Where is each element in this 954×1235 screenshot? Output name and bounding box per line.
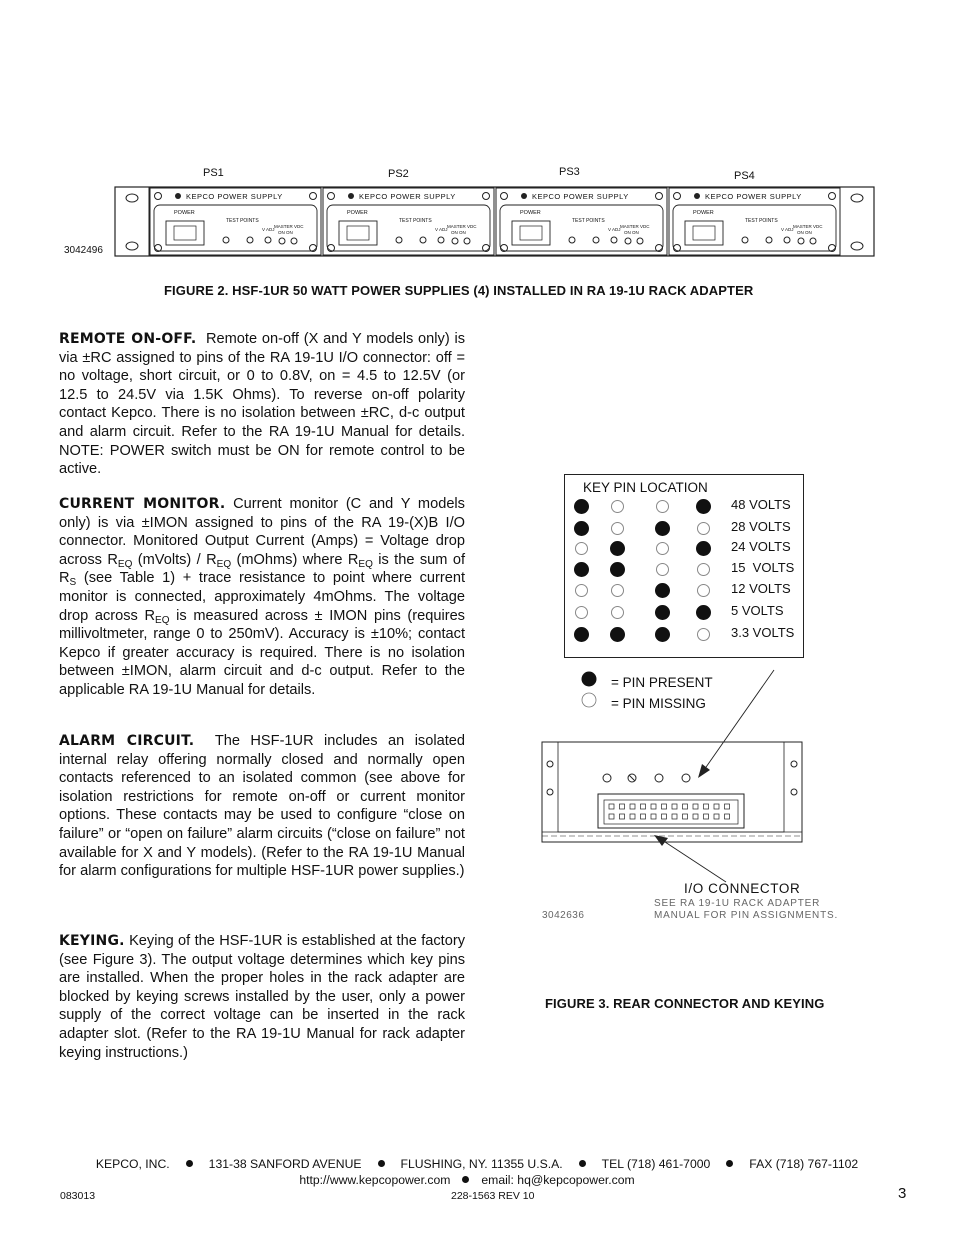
power-switch	[166, 221, 204, 245]
module-vadj-label: V ADJ	[262, 227, 275, 232]
pin-present-icon	[655, 605, 670, 620]
voltage-label: 12 VOLTS	[731, 581, 791, 596]
connector-pin	[620, 804, 625, 809]
pin-present-icon	[655, 627, 670, 642]
led-icon	[279, 238, 285, 244]
connector-pin	[683, 814, 688, 819]
connector-pin	[651, 814, 656, 819]
led-icon	[637, 238, 643, 244]
pin-missing-icon	[611, 584, 624, 597]
test-point-icon	[742, 237, 748, 243]
module-brand-label: KEPCO POWER SUPPLY	[532, 192, 629, 201]
kepco-logo-icon	[694, 193, 700, 199]
current-monitor-text-1: Current monitor (C and Y models only) is via ±IMON assigned to pins of the RA 19-(X)B I/O connector. Monitored Output Current (Amps) = Voltage drop across R	[59, 496, 465, 568]
req-subscript: EQ	[358, 558, 373, 570]
screw-icon	[155, 193, 162, 200]
pin-present-icon	[574, 627, 589, 642]
pin-missing-icon	[697, 522, 710, 535]
connector-pin	[630, 814, 635, 819]
figure3-caption: FIGURE 3. REAR CONNECTOR AND KEYING	[545, 996, 825, 1011]
alarm-circuit-section	[59, 732, 465, 881]
power-switch-rocker	[174, 226, 196, 240]
connector-pin	[693, 814, 698, 819]
remote-on-off-body: Remote on-off (X and Y models only) is via ±RC assigned to pins of the RA 19-1U I/O connector: off = no voltage, short circuit, or 0 to 0.8V, on = 4.5 to 12.5V (or 12.5 to 24.5V via 1.5K Ohms). To reverse on-off polarity contact Kepco. There is no isolation between ±RC, d-c output and alarm circuit. Refer to the RA 19-1U Manual for details. NOTE: POWER switch must be ON for remote control to be active.	[59, 331, 466, 478]
connector-pin	[714, 814, 719, 819]
remote-on-off-heading: REMOTE ON-OFF.	[59, 331, 197, 347]
voltage-label: 15 VOLTS	[731, 560, 795, 575]
led-icon	[798, 238, 804, 244]
footer-web-line	[0, 1173, 934, 1187]
led-icon	[291, 238, 297, 244]
screw-icon	[483, 193, 490, 200]
test-point-icon	[593, 237, 599, 243]
footer-address: 131-38 SANFORD AVENUE	[208, 1157, 362, 1171]
power-switch	[512, 221, 550, 245]
bullet-icon	[186, 1160, 193, 1167]
pin-missing-icon	[697, 584, 710, 597]
footer-contact-line	[0, 1157, 954, 1171]
req-subscript: EQ	[155, 614, 170, 626]
current-monitor-text-6: is measured across ± IMON pins (requires millivoltmeter, range 0 to 250mV). Accuracy is ±10%; contact Kepco if greater accuracy is required. There is no isolation between ±IMON, alarm circuit and d-c output. Refer to the applicable RA 19-1U Manual for details.	[59, 607, 465, 698]
pin-present-icon	[655, 521, 670, 536]
keying-section	[59, 932, 465, 1062]
legend-pin-missing: = PIN MISSING	[611, 696, 706, 711]
pin-present-icon	[574, 521, 589, 536]
connector-pin	[651, 804, 656, 809]
test-point-icon	[396, 237, 402, 243]
current-monitor-text-3: (mOhms) where R	[231, 551, 359, 568]
vadj-pot-icon	[438, 237, 444, 243]
test-point-icon	[420, 237, 426, 243]
module-master-vdc-label: MASTER VDC	[793, 224, 823, 229]
current-monitor-section	[59, 495, 465, 700]
ps2-label: PS2	[388, 168, 409, 180]
current-monitor-text-5: (see Table 1) + trace resistance to point where current monitor is connected, approximately 4mOhms. The voltage drop across R	[59, 570, 465, 624]
connector-pin	[672, 804, 677, 809]
module-on-label: ON ON	[451, 230, 466, 235]
kepco-logo-icon	[348, 193, 354, 199]
voltage-label: 28 VOLTS	[731, 519, 791, 534]
rack-adapter-drawing	[114, 185, 876, 259]
module-brand-label: KEPCO POWER SUPPLY	[705, 192, 802, 201]
pin-missing-icon	[656, 542, 669, 555]
connector-pin	[672, 814, 677, 819]
ps3-label: PS3	[559, 166, 580, 178]
vadj-pot-icon	[611, 237, 617, 243]
module-on-label: ON ON	[797, 230, 812, 235]
screw-icon	[501, 193, 508, 200]
footer-city: FLUSHING, NY. 11355 U.S.A.	[400, 1157, 563, 1171]
module-on-label: ON ON	[624, 230, 639, 235]
current-monitor-heading: CURRENT MONITOR.	[59, 496, 226, 512]
io-connector-label: I/O CONNECTOR	[684, 881, 801, 896]
screw-icon	[656, 193, 663, 200]
key-pin-location-box	[564, 474, 804, 658]
page-number: 3	[898, 1185, 907, 1202]
connector-pin	[714, 804, 719, 809]
footer-web-link[interactable]: http://www.kepcopower.com	[299, 1173, 451, 1187]
power-switch-rocker	[693, 226, 715, 240]
bullet-icon	[378, 1160, 385, 1167]
test-point-icon	[766, 237, 772, 243]
bullet-icon	[579, 1160, 586, 1167]
screw-icon	[829, 193, 836, 200]
pin-missing-icon	[611, 606, 624, 619]
pin-present-icon	[610, 562, 625, 577]
alarm-circuit-heading: ALARM CIRCUIT.	[59, 733, 195, 749]
connector-pin	[609, 814, 614, 819]
module-test-points-label: TEST POINTS	[226, 218, 259, 224]
ps4-label: PS4	[734, 170, 755, 182]
power-switch	[339, 221, 377, 245]
pin-present-icon	[574, 499, 589, 514]
test-point-icon	[223, 237, 229, 243]
pin-missing-icon	[697, 628, 710, 641]
alarm-circuit-body: The HSF-1UR includes an isolated internal relay offering normally closed and normally open contacts referenced to an isolated common (see above for isolation restrictions for remote on-off or current monitor options. These contacts may be used to configure “close on failure” or “open on failure” alarm circuits (“close on failure” not available for X and Y models). (Refer to the RA 19-1U Manual for alarm configurations for multiple HSF-1UR power supplies.)	[59, 733, 465, 880]
pin-present-icon	[696, 605, 711, 620]
keying-heading: KEYING.	[59, 933, 125, 949]
pin-present-icon	[655, 583, 670, 598]
voltage-label: 48 VOLTS	[731, 497, 791, 512]
module-power-label: POWER	[174, 210, 195, 216]
voltage-label: 3.3 VOLTS	[731, 625, 795, 640]
io-connector-note-2: MANUAL FOR PIN ASSIGNMENTS.	[654, 910, 839, 921]
module-master-vdc-label: MASTER VDC	[620, 224, 650, 229]
footer-date-code: 083013	[60, 1190, 96, 1202]
connector-pin	[662, 804, 667, 809]
remote-on-off-section	[59, 330, 465, 479]
connector-pin	[704, 814, 709, 819]
module-brand-label: KEPCO POWER SUPPLY	[359, 192, 456, 201]
pin-present-icon	[610, 541, 625, 556]
req-subscript: EQ	[216, 558, 232, 570]
bullet-icon	[462, 1176, 469, 1183]
pin-missing-icon	[697, 563, 710, 576]
module-power-label: POWER	[347, 210, 368, 216]
figure2-drawing-number: 3042496	[64, 245, 103, 256]
key-pin-location-title: KEY PIN LOCATION	[583, 480, 708, 495]
pin-present-icon	[696, 499, 711, 514]
power-switch-rocker	[520, 226, 542, 240]
req-subscript: EQ	[117, 558, 133, 570]
footer-company: KEPCO, INC.	[95, 1157, 170, 1171]
footer-fax: FAX (718) 767-1102	[749, 1157, 859, 1171]
module-power-label: POWER	[693, 210, 714, 216]
kepco-logo-icon	[175, 193, 181, 199]
pin-missing-icon	[656, 563, 669, 576]
led-icon	[625, 238, 631, 244]
screw-icon	[328, 193, 335, 200]
vadj-pot-icon	[784, 237, 790, 243]
vadj-pot-icon	[265, 237, 271, 243]
module-master-vdc-label: MASTER VDC	[274, 224, 304, 229]
connector-pin	[662, 814, 667, 819]
ps1-label: PS1	[203, 167, 224, 179]
screw-icon	[674, 193, 681, 200]
led-icon	[452, 238, 458, 244]
connector-pin	[630, 804, 635, 809]
connector-pin	[620, 814, 625, 819]
pin-missing-icon	[575, 542, 588, 555]
footer-tel: TEL (718) 461-7000	[601, 1157, 711, 1171]
module-power-label: POWER	[520, 210, 541, 216]
module-master-vdc-label: MASTER VDC	[447, 224, 477, 229]
test-point-icon	[247, 237, 253, 243]
module-vadj-label: V ADJ	[435, 227, 448, 232]
footer-doc-number: 228-1563 REV 10	[451, 1190, 535, 1202]
connector-pin	[609, 804, 614, 809]
keying-body: Keying of the HSF-1UR is established at the factory (see Figure 3). The output voltage determines which key pins are installed. When the proper holes in the rack adapter are blocked by keying screws installed by the user, only a power supply of the correct voltage can be inserted in the rack adapter slot. (Refer to the RA 19-1U Manual for rack adapter keying instructions.)	[59, 933, 465, 1061]
power-switch	[685, 221, 723, 245]
figure3-drawing-number: 3042636	[542, 910, 585, 921]
voltage-label: 24 VOLTS	[731, 539, 791, 554]
pin-missing-icon	[611, 522, 624, 535]
connector-pin	[725, 804, 730, 809]
led-icon	[464, 238, 470, 244]
screw-icon	[310, 193, 317, 200]
led-icon	[810, 238, 816, 244]
test-point-icon	[569, 237, 575, 243]
pin-present-icon	[696, 541, 711, 556]
rear-connector-drawing	[536, 660, 856, 930]
connector-pin	[725, 814, 730, 819]
rs-subscript: S	[69, 577, 77, 589]
kepco-logo-icon	[521, 193, 527, 199]
module-on-label: ON ON	[278, 230, 293, 235]
power-switch-rocker	[347, 226, 369, 240]
pin-missing-icon	[611, 500, 624, 513]
voltage-label: 5 VOLTS	[731, 603, 784, 618]
current-monitor-text-2: (mVolts) / R	[132, 551, 217, 568]
pin-present-icon	[574, 562, 589, 577]
pin-present-icon	[610, 627, 625, 642]
io-connector-note-1: SEE RA 19-1U RACK ADAPTER	[654, 898, 821, 909]
module-vadj-label: V ADJ	[781, 227, 794, 232]
module-test-points-label: TEST POINTS	[745, 218, 778, 224]
bullet-icon	[726, 1160, 733, 1167]
pin-missing-icon	[656, 500, 669, 513]
module-brand-label: KEPCO POWER SUPPLY	[186, 192, 283, 201]
connector-pin	[693, 804, 698, 809]
connector-pin	[704, 804, 709, 809]
connector-pin	[683, 804, 688, 809]
current-monitor-text-4: is the sum of R	[59, 551, 466, 587]
connector-pin	[641, 804, 646, 809]
figure2-caption: FIGURE 2. HSF-1UR 50 WATT POWER SUPPLIES (4) INSTALLED IN RA 19-1U RACK ADAPTER	[164, 283, 754, 298]
module-test-points-label: TEST POINTS	[572, 218, 605, 224]
pin-missing-icon	[575, 584, 588, 597]
pin-missing-icon	[575, 606, 588, 619]
module-test-points-label: TEST POINTS	[399, 218, 432, 224]
connector-pin	[641, 814, 646, 819]
module-vadj-label: V ADJ	[608, 227, 621, 232]
legend-pin-present: = PIN PRESENT	[611, 675, 713, 690]
footer-email[interactable]: email: hq@kepcopower.com	[481, 1173, 635, 1187]
